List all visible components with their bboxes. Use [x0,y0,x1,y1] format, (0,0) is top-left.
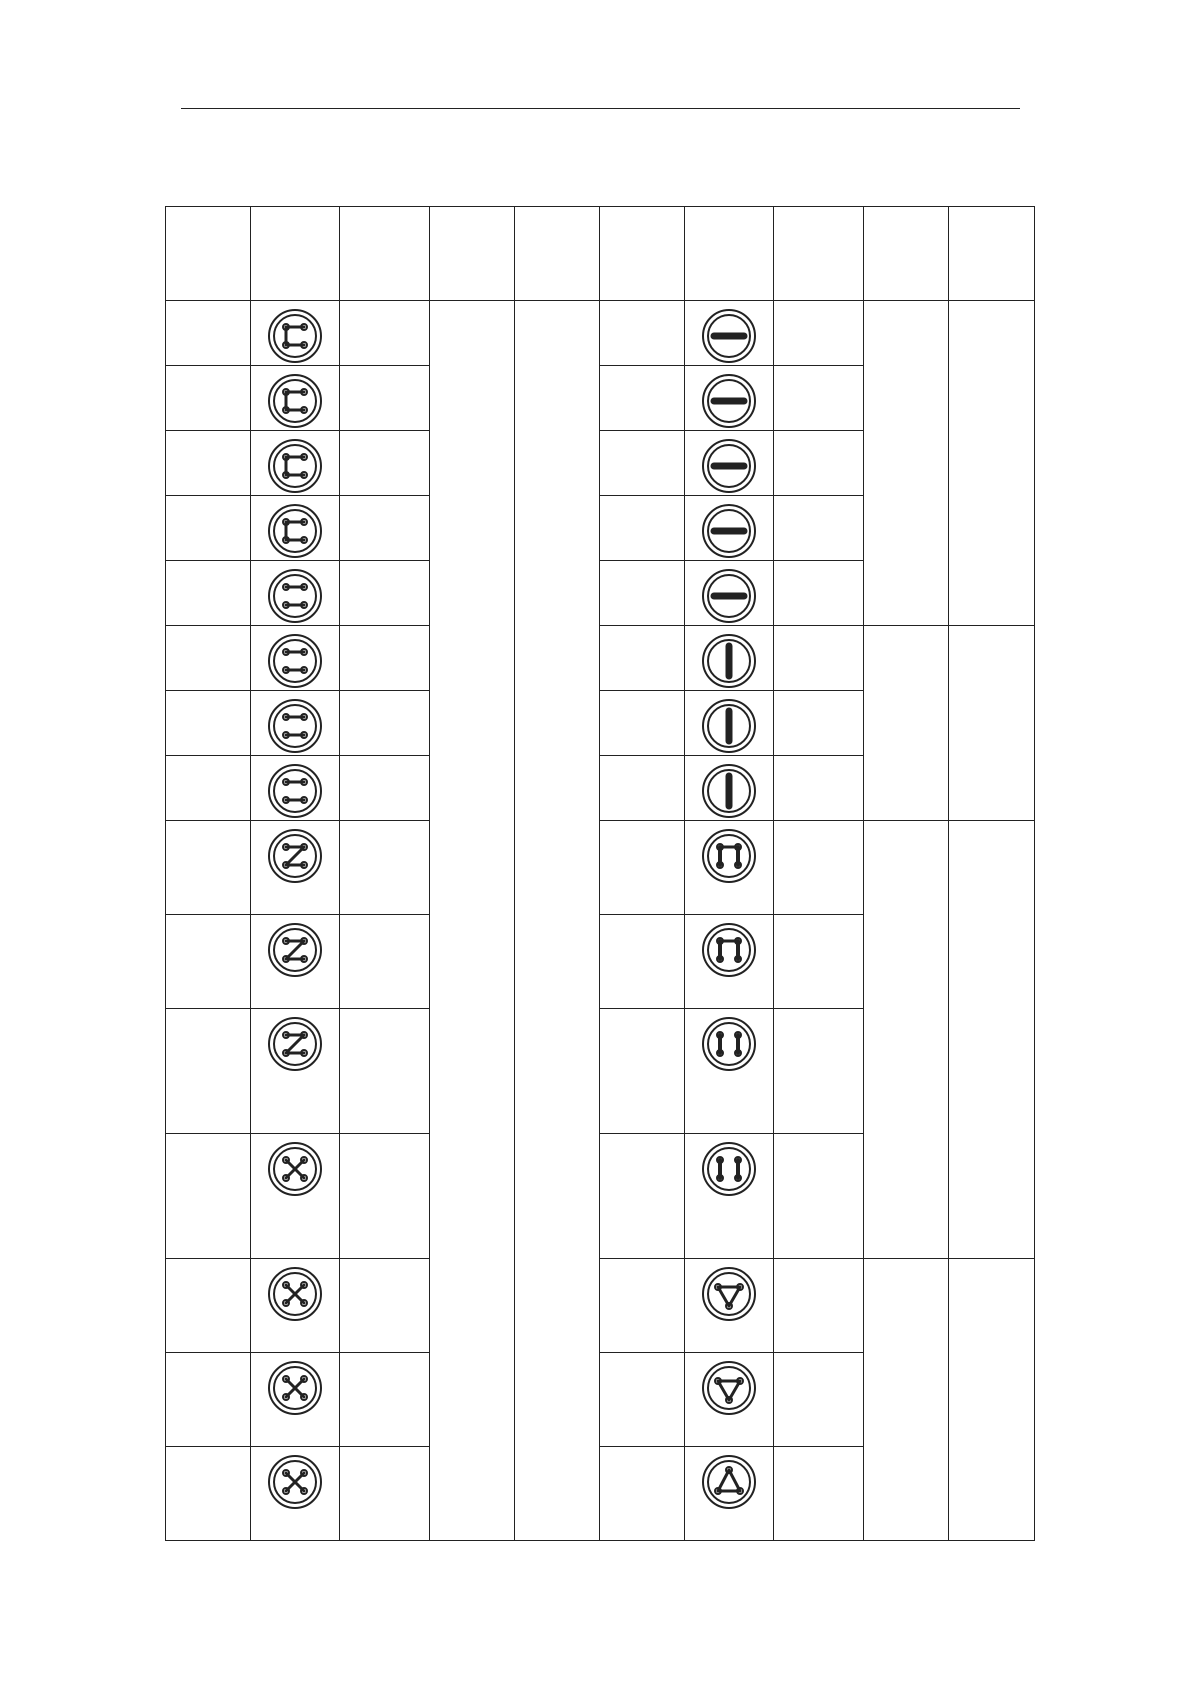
left-detail-cell [340,1134,430,1259]
right-detail-cell [774,691,864,756]
left-button-cell [251,691,340,756]
right-label-cell [600,431,685,496]
left-detail-cell [340,626,430,691]
four-hole-z-stitch-icon [266,1015,324,1073]
right-button-cell [685,1353,774,1447]
table-row [166,1259,1035,1353]
right-button-cell [685,1447,774,1541]
row-label-cell [166,1009,251,1134]
two-hole-horizontal-bar-icon [700,307,758,365]
four-hole-cross-stitch-icon [266,1265,324,1323]
right-button-cell [685,301,774,366]
header-cell [251,207,340,301]
right-detail-cell [774,1259,864,1353]
right-detail-cell [774,561,864,626]
row-label-cell [166,431,251,496]
left-detail-cell [340,915,430,1009]
left-button-cell [251,626,340,691]
right-button-cell [685,626,774,691]
right-label-cell [600,1353,685,1447]
left-button-cell [251,1447,340,1541]
two-hole-horizontal-bar-icon [700,437,758,495]
right-detail-cell [774,301,864,366]
header-cell [949,207,1035,301]
right-button-cell [685,1009,774,1134]
right-button-cell [685,366,774,431]
right-button-cell [685,496,774,561]
row-label-cell [166,915,251,1009]
four-hole-parallel-bars-icon [266,697,324,755]
four-hole-pi-stitch-icon [700,921,758,979]
merged-group-cell [949,301,1035,626]
row-label-cell [166,561,251,626]
row-label-cell [166,496,251,561]
left-button-cell [251,821,340,915]
four-hole-parallel-bars-icon [266,762,324,820]
two-hole-horizontal-bar-icon [700,567,758,625]
four-hole-c-bracket-icon [266,502,324,560]
merged-group-cell [949,626,1035,821]
left-detail-cell [340,561,430,626]
two-hole-vertical-bar-icon [700,762,758,820]
right-detail-cell [774,756,864,821]
left-button-cell [251,301,340,366]
left-detail-cell [340,691,430,756]
merged-group-cell [864,1259,949,1541]
button-style-table [165,206,1035,1541]
header-cell [600,207,685,301]
right-button-cell [685,561,774,626]
right-button-cell [685,915,774,1009]
right-detail-cell [774,496,864,561]
right-button-cell [685,691,774,756]
merged-group-cell [864,301,949,626]
right-detail-cell [774,821,864,915]
right-label-cell [600,915,685,1009]
two-hole-horizontal-bar-icon [700,502,758,560]
two-hole-vertical-bar-icon [700,632,758,690]
header-cell [515,207,600,301]
header-cell [430,207,515,301]
header-rule [181,108,1020,109]
left-button-cell [251,1353,340,1447]
right-button-cell [685,756,774,821]
four-hole-parallel-bars-icon [266,567,324,625]
three-hole-triangle-down-icon [700,1265,758,1323]
left-button-cell [251,1009,340,1134]
left-button-cell [251,756,340,821]
four-hole-cross-stitch-icon [266,1140,324,1198]
merged-cell [430,301,515,1541]
three-hole-triangle-up-icon [700,1453,758,1511]
four-hole-cross-stitch-icon [266,1453,324,1511]
four-hole-c-bracket-icon [266,372,324,430]
row-label-cell [166,366,251,431]
header-cell [340,207,430,301]
header-cell [166,207,251,301]
table-row [166,626,1035,691]
left-button-cell [251,366,340,431]
merged-group-cell [864,626,949,821]
right-label-cell [600,561,685,626]
four-hole-c-bracket-icon [266,437,324,495]
right-label-cell [600,1259,685,1353]
table-row [166,301,1035,366]
right-label-cell [600,1134,685,1259]
four-hole-double-vertical-icon [700,1140,758,1198]
row-label-cell [166,1259,251,1353]
right-label-cell [600,366,685,431]
left-button-cell [251,1259,340,1353]
four-hole-z-stitch-icon [266,827,324,885]
left-detail-cell [340,1009,430,1134]
header-cell [774,207,864,301]
left-detail-cell [340,431,430,496]
right-button-cell [685,821,774,915]
table-row [166,821,1035,915]
header-cell [864,207,949,301]
four-hole-pi-stitch-icon [700,827,758,885]
two-hole-horizontal-bar-icon [700,372,758,430]
right-detail-cell [774,366,864,431]
row-label-cell [166,756,251,821]
left-button-cell [251,496,340,561]
right-label-cell [600,691,685,756]
right-label-cell [600,301,685,366]
left-detail-cell [340,756,430,821]
row-label-cell [166,1134,251,1259]
left-button-cell [251,1134,340,1259]
right-detail-cell [774,1447,864,1541]
right-detail-cell [774,1009,864,1134]
right-detail-cell [774,1353,864,1447]
left-detail-cell [340,1447,430,1541]
merged-cell [515,301,600,1541]
right-detail-cell [774,1134,864,1259]
right-button-cell [685,1259,774,1353]
left-button-cell [251,431,340,496]
three-hole-triangle-down-icon [700,1359,758,1417]
row-label-cell [166,691,251,756]
left-detail-cell [340,496,430,561]
row-label-cell [166,1353,251,1447]
left-detail-cell [340,821,430,915]
right-detail-cell [774,626,864,691]
left-detail-cell [340,1353,430,1447]
right-label-cell [600,626,685,691]
row-label-cell [166,821,251,915]
row-label-cell [166,1447,251,1541]
left-detail-cell [340,366,430,431]
row-label-cell [166,301,251,366]
right-button-cell [685,1134,774,1259]
left-detail-cell [340,1259,430,1353]
right-detail-cell [774,431,864,496]
merged-group-cell [949,1259,1035,1541]
four-hole-cross-stitch-icon [266,1359,324,1417]
two-hole-vertical-bar-icon [700,697,758,755]
right-label-cell [600,756,685,821]
left-button-cell [251,561,340,626]
right-button-cell [685,431,774,496]
right-label-cell [600,496,685,561]
right-detail-cell [774,915,864,1009]
four-hole-parallel-bars-icon [266,632,324,690]
four-hole-z-stitch-icon [266,921,324,979]
header-cell [685,207,774,301]
right-label-cell [600,821,685,915]
left-detail-cell [340,301,430,366]
right-label-cell [600,1447,685,1541]
left-button-cell [251,915,340,1009]
four-hole-c-bracket-icon [266,307,324,365]
merged-group-cell [949,821,1035,1259]
right-label-cell [600,1009,685,1134]
row-label-cell [166,626,251,691]
merged-group-cell [864,821,949,1259]
four-hole-double-vertical-icon [700,1015,758,1073]
table-header-row [166,207,1035,301]
